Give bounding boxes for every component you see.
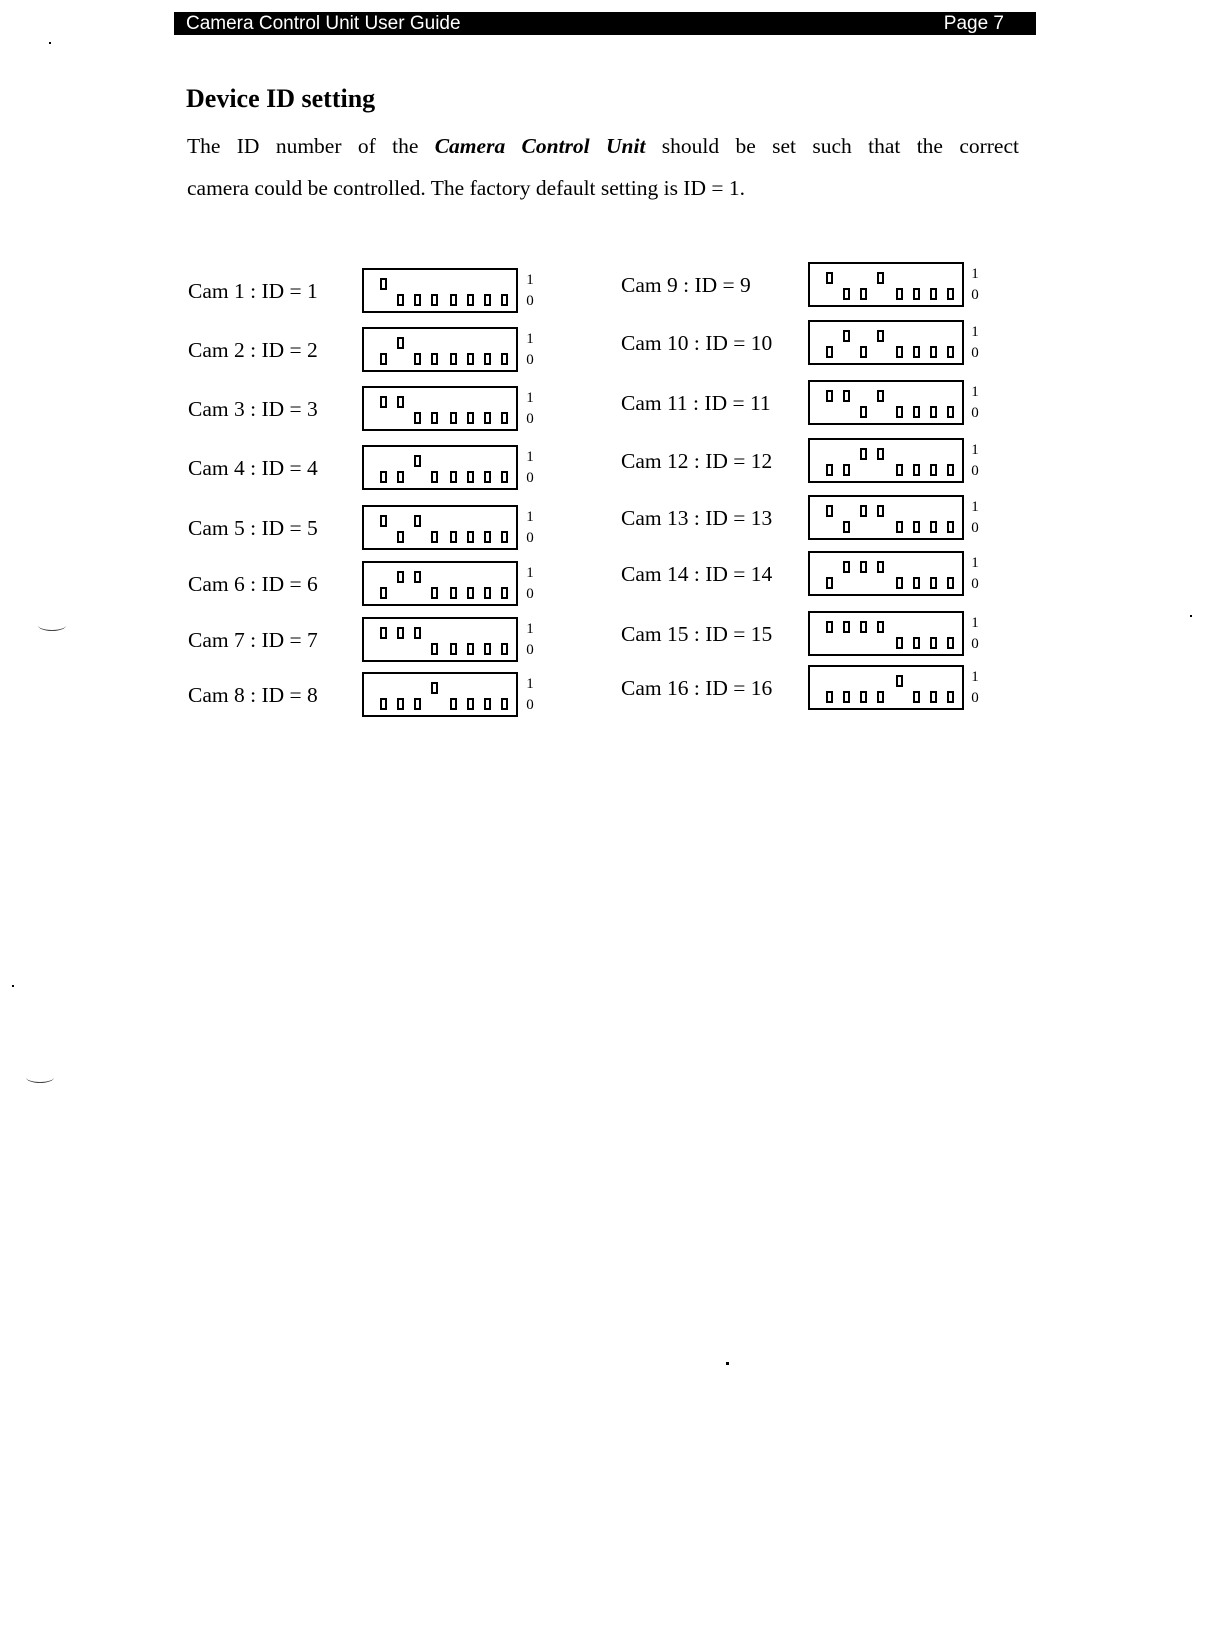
switch-legend-0: 0	[971, 520, 979, 536]
camera-id-label: Cam 13 : ID = 13	[621, 506, 773, 530]
dip-switch-on	[380, 627, 387, 639]
dip-switch-off	[484, 412, 491, 424]
dip-switch-off	[414, 353, 421, 365]
switch-legend-0: 0	[971, 287, 979, 303]
camera-id-label: Cam 5 : ID = 5	[188, 516, 318, 540]
dip-switch-off	[930, 637, 937, 649]
switch-legend-0: 0	[526, 586, 534, 602]
dip-switch-block	[362, 386, 518, 431]
dip-switch-off	[501, 531, 508, 543]
dip-switch-off	[501, 353, 508, 365]
switch-legend-1: 1	[971, 615, 979, 631]
camera-id-label: Cam 11 : ID = 11	[621, 391, 771, 415]
dip-switch-block	[362, 268, 518, 313]
scan-mark	[38, 620, 66, 631]
switch-legend-1: 1	[526, 272, 534, 288]
camera-id-label: Cam 4 : ID = 4	[188, 456, 318, 480]
dip-switch-on	[414, 455, 421, 467]
dip-switch-block	[808, 495, 964, 540]
dip-switch-off	[896, 464, 903, 476]
camera-id-label: Cam 14 : ID = 14	[621, 562, 773, 586]
dip-switch-off	[484, 643, 491, 655]
dip-switch-block	[808, 320, 964, 365]
dip-switch-on	[877, 561, 884, 573]
page-number: Page 7	[943, 13, 1004, 34]
switch-legend-1: 1	[526, 331, 534, 347]
camera-id-label: Cam 10 : ID = 10	[621, 331, 773, 355]
switch-legend-1: 1	[971, 266, 979, 282]
dip-switch-off	[484, 294, 491, 306]
dip-switch-off	[467, 643, 474, 655]
switch-legend-0: 0	[526, 642, 534, 658]
dip-switch-off	[896, 637, 903, 649]
product-name: Camera Control Unit	[434, 134, 646, 158]
dip-switch-on	[431, 682, 438, 694]
dip-switch-off	[947, 406, 954, 418]
dip-switch-block	[808, 551, 964, 596]
dip-switch-off	[913, 406, 920, 418]
intro-text-end: should be set such that the correct	[645, 134, 1019, 158]
dip-switch-block	[362, 561, 518, 606]
dip-switch-off	[501, 294, 508, 306]
dip-switch-off	[397, 531, 404, 543]
dip-switch-off	[843, 691, 850, 703]
dip-switch-on	[860, 621, 867, 633]
dip-switch-on	[843, 390, 850, 402]
camera-id-label: Cam 6 : ID = 6	[188, 572, 318, 596]
dip-switch-off	[913, 464, 920, 476]
switch-legend-0: 0	[526, 352, 534, 368]
switch-legend-1: 1	[971, 499, 979, 515]
dip-switch-off	[450, 698, 457, 710]
dip-switch-off	[414, 294, 421, 306]
dip-switch-off	[484, 698, 491, 710]
camera-id-label: Cam 15 : ID = 15	[621, 622, 773, 646]
dip-switch-on	[877, 505, 884, 517]
dip-switch-on	[860, 448, 867, 460]
dip-switch-on	[826, 390, 833, 402]
dip-switch-block	[808, 262, 964, 307]
dip-switch-on	[826, 621, 833, 633]
dip-switch-off	[501, 698, 508, 710]
switch-legend-0: 0	[526, 530, 534, 546]
dip-switch-off	[930, 288, 937, 300]
dip-switch-block	[362, 445, 518, 490]
intro-line-1	[187, 125, 1019, 167]
dip-switch-off	[913, 288, 920, 300]
dip-switch-block	[362, 327, 518, 372]
dip-switch-off	[431, 412, 438, 424]
intro-line-2: camera could be controlled. The factory default setting is ID = 1.	[187, 176, 745, 200]
dip-switch-off	[431, 587, 438, 599]
dip-switch-on	[843, 330, 850, 342]
dip-switch-on	[397, 571, 404, 583]
dip-switch-block	[808, 665, 964, 710]
switch-legend-1: 1	[526, 565, 534, 581]
dip-switch-off	[930, 346, 937, 358]
dip-switch-off	[450, 353, 457, 365]
dip-switch-off	[913, 691, 920, 703]
switch-legend-0: 0	[971, 636, 979, 652]
dip-switch-off	[947, 288, 954, 300]
dip-switch-on	[860, 505, 867, 517]
scan-speck	[726, 1362, 729, 1365]
dip-switch-off	[826, 464, 833, 476]
dip-switch-off	[431, 643, 438, 655]
dip-switch-off	[380, 587, 387, 599]
dip-switch-off	[450, 471, 457, 483]
dip-switch-on	[397, 627, 404, 639]
dip-switch-off	[843, 464, 850, 476]
dip-switch-block	[808, 380, 964, 425]
dip-switch-off	[467, 294, 474, 306]
dip-switch-off	[397, 698, 404, 710]
dip-switch-off	[450, 531, 457, 543]
switch-legend-0: 0	[526, 470, 534, 486]
camera-id-label: Cam 2 : ID = 2	[188, 338, 318, 362]
camera-id-label: Cam 16 : ID = 16	[621, 676, 773, 700]
dip-switch-off	[896, 406, 903, 418]
dip-switch-off	[913, 577, 920, 589]
dip-switch-off	[450, 587, 457, 599]
switch-legend-1: 1	[526, 509, 534, 525]
switch-legend-1: 1	[971, 669, 979, 685]
dip-switch-off	[913, 346, 920, 358]
dip-switch-off	[397, 471, 404, 483]
dip-switch-off	[467, 412, 474, 424]
dip-switch-off	[484, 587, 491, 599]
dip-switch-off	[467, 587, 474, 599]
dip-switch-off	[450, 412, 457, 424]
dip-switch-off	[947, 691, 954, 703]
dip-switch-off	[501, 587, 508, 599]
switch-legend-0: 0	[971, 345, 979, 361]
dip-switch-off	[896, 521, 903, 533]
camera-id-label: Cam 1 : ID = 1	[188, 279, 318, 303]
dip-switch-block	[362, 672, 518, 717]
switch-legend-0: 0	[971, 690, 979, 706]
dip-switch-off	[484, 353, 491, 365]
dip-switch-off	[501, 471, 508, 483]
switch-legend-0: 0	[526, 697, 534, 713]
dip-switch-off	[913, 637, 920, 649]
dip-switch-off	[930, 577, 937, 589]
dip-switch-off	[860, 406, 867, 418]
dip-switch-off	[930, 464, 937, 476]
dip-switch-off	[501, 643, 508, 655]
section-heading: Device ID setting	[186, 84, 376, 113]
camera-id-label: Cam 8 : ID = 8	[188, 683, 318, 707]
dip-switch-off	[896, 577, 903, 589]
dip-switch-off	[431, 353, 438, 365]
dip-switch-block	[808, 611, 964, 656]
switch-legend-0: 0	[526, 293, 534, 309]
intro-paragraph	[187, 125, 1019, 209]
dip-switch-off	[431, 531, 438, 543]
camera-id-label: Cam 7 : ID = 7	[188, 628, 318, 652]
dip-switch-off	[450, 294, 457, 306]
dip-switch-block	[808, 438, 964, 483]
switch-legend-0: 0	[971, 463, 979, 479]
dip-switch-off	[947, 637, 954, 649]
dip-switch-off	[826, 577, 833, 589]
dip-switch-on	[414, 627, 421, 639]
dip-switch-on	[877, 390, 884, 402]
switch-legend-0: 0	[526, 411, 534, 427]
dip-switch-off	[380, 471, 387, 483]
dip-switch-on	[826, 505, 833, 517]
scan-speck	[12, 985, 14, 987]
dip-switch-off	[877, 691, 884, 703]
scan-speck	[1190, 615, 1192, 617]
dip-switch-on	[397, 337, 404, 349]
dip-switch-on	[414, 515, 421, 527]
dip-switch-off	[843, 521, 850, 533]
dip-switch-on	[843, 621, 850, 633]
switch-legend-1: 1	[971, 324, 979, 340]
dip-switch-block	[362, 505, 518, 550]
dip-switch-on	[877, 272, 884, 284]
dip-switch-on	[896, 675, 903, 687]
switch-legend-1: 1	[526, 676, 534, 692]
dip-switch-off	[860, 691, 867, 703]
switch-legend-1: 1	[971, 555, 979, 571]
page-header	[174, 12, 1036, 35]
scan-mark	[26, 1072, 54, 1083]
dip-switch-off	[467, 531, 474, 543]
dip-switch-off	[380, 698, 387, 710]
dip-switch-off	[501, 412, 508, 424]
camera-id-label: Cam 3 : ID = 3	[188, 397, 318, 421]
dip-switch-on	[860, 561, 867, 573]
switch-legend-1: 1	[526, 449, 534, 465]
dip-switch-on	[843, 561, 850, 573]
dip-switch-off	[450, 643, 457, 655]
camera-id-label: Cam 12 : ID = 12	[621, 449, 773, 473]
dip-switch-off	[913, 521, 920, 533]
scan-speck	[49, 42, 51, 44]
dip-switch-on	[877, 448, 884, 460]
camera-id-label: Cam 9 : ID = 9	[621, 273, 751, 297]
dip-switch-off	[896, 288, 903, 300]
dip-switch-on	[877, 621, 884, 633]
switch-legend-1: 1	[526, 390, 534, 406]
dip-switch-off	[860, 346, 867, 358]
dip-switch-off	[947, 346, 954, 358]
dip-switch-on	[414, 571, 421, 583]
dip-switch-off	[431, 294, 438, 306]
dip-switch-off	[860, 288, 867, 300]
dip-switch-off	[826, 691, 833, 703]
switch-legend-1: 1	[526, 621, 534, 637]
switch-legend-0: 0	[971, 405, 979, 421]
dip-switch-off	[414, 412, 421, 424]
dip-switch-off	[484, 471, 491, 483]
dip-switch-off	[484, 531, 491, 543]
intro-text-start: The ID number of the	[187, 134, 435, 158]
dip-switch-on	[380, 515, 387, 527]
switch-legend-1: 1	[971, 384, 979, 400]
dip-switch-off	[843, 288, 850, 300]
dip-switch-off	[431, 471, 438, 483]
dip-switch-off	[930, 406, 937, 418]
dip-switch-off	[947, 464, 954, 476]
dip-switch-off	[930, 521, 937, 533]
dip-switch-off	[896, 346, 903, 358]
dip-switch-on	[877, 330, 884, 342]
dip-switch-off	[397, 294, 404, 306]
dip-switch-on	[380, 278, 387, 290]
dip-switch-off	[947, 577, 954, 589]
dip-switch-off	[930, 691, 937, 703]
dip-switch-on	[397, 396, 404, 408]
guide-title: Camera Control Unit User Guide	[186, 13, 461, 34]
dip-switch-off	[467, 471, 474, 483]
dip-switch-off	[467, 353, 474, 365]
dip-switch-off	[380, 353, 387, 365]
dip-switch-on	[380, 396, 387, 408]
dip-switch-block	[362, 617, 518, 662]
dip-switch-off	[947, 521, 954, 533]
dip-switch-off	[826, 346, 833, 358]
dip-switch-on	[826, 272, 833, 284]
switch-legend-1: 1	[971, 442, 979, 458]
switch-legend-0: 0	[971, 576, 979, 592]
dip-switch-off	[467, 698, 474, 710]
dip-switch-off	[414, 698, 421, 710]
